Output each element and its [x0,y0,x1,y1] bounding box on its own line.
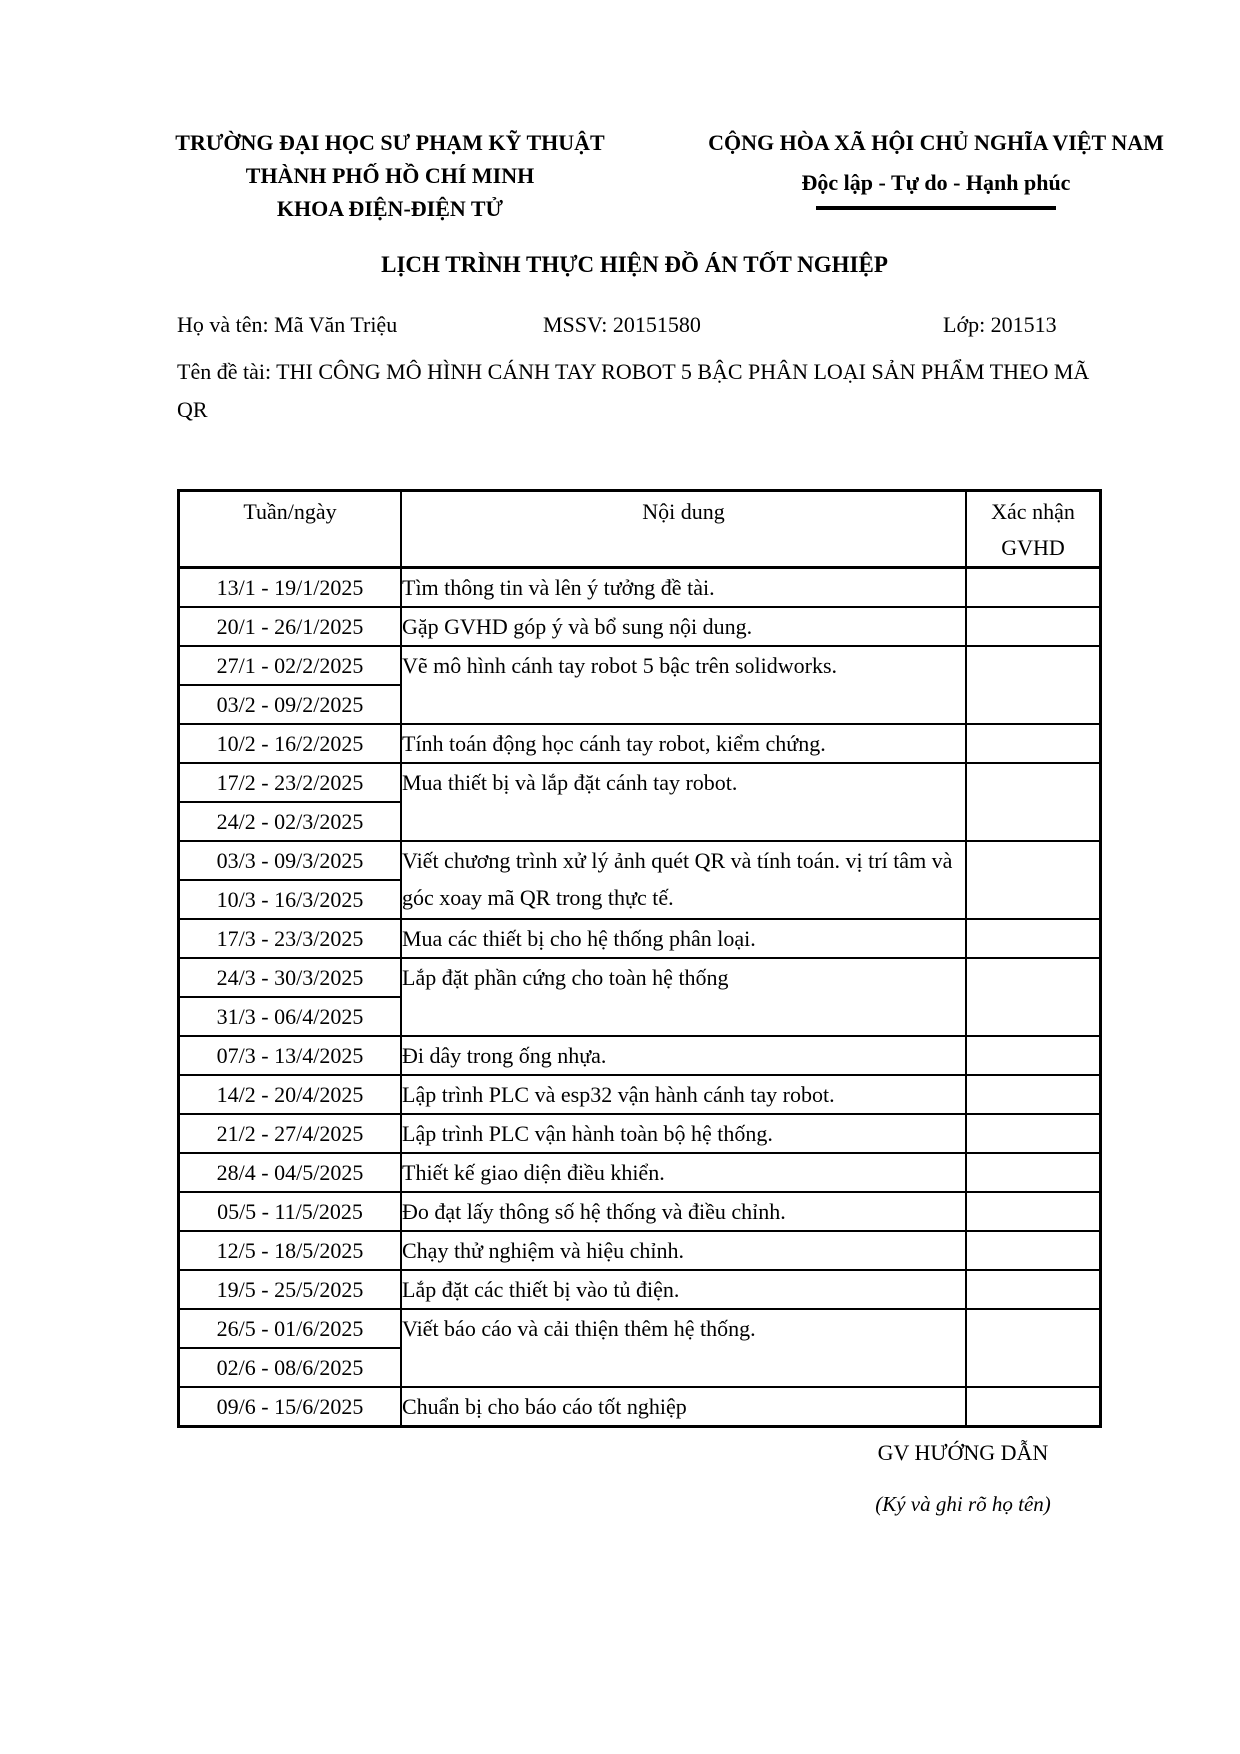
table-row [179,1270,1101,1309]
content-cell: Tính toán động học cánh tay robot, kiểm chứng. [401,724,966,763]
schedule-table [177,489,1102,1428]
content-cell: Mua các thiết bị cho hệ thống phân loại. [401,919,966,958]
table-row [179,958,1101,997]
week-cell: 10/2 - 16/2/2025 [179,724,402,763]
confirm-cell [966,1114,1101,1153]
republic-motto: Độc lập - Tự do - Hạnh phúc [801,170,1071,195]
week-cell: 10/3 - 16/3/2025 [179,880,402,919]
table-row [179,1387,1101,1427]
schedule-header [179,491,1101,568]
confirm-cell [966,1309,1101,1387]
week-cell: 27/1 - 02/2/2025 [179,646,402,685]
content-cell: Viết báo cáo và cải thiện thêm hệ thống. [401,1309,966,1387]
content-cell: Lập trình PLC vận hành toàn bộ hệ thống. [401,1114,966,1153]
motto-underline [816,206,1056,210]
thesis-topic: Tên đề tài: THI CÔNG MÔ HÌNH CÁNH TAY ROBOT 5 BẬC PHÂN LOẠI SẢN PHẨM THEO MÃ QR [177,359,1090,422]
confirm-cell [966,724,1101,763]
student-name: Họ và tên: Mã Văn Triệu [177,312,398,337]
header-week: Tuần/ngày [179,491,402,568]
confirm-cell [966,1231,1101,1270]
week-cell: 24/2 - 02/3/2025 [179,802,402,841]
signature-block [813,1440,1113,1517]
student-id: MSSV: 20151580 [543,312,701,337]
content-cell: Lắp đặt phần cứng cho toàn hệ thống [401,958,966,1036]
table-row [179,1036,1101,1075]
confirm-cell [966,763,1101,841]
week-cell: 07/3 - 13/4/2025 [179,1036,402,1075]
week-cell: 31/3 - 06/4/2025 [179,997,402,1036]
week-cell: 17/2 - 23/2/2025 [179,763,402,802]
content-cell: Chạy thử nghiệm và hiệu chỉnh. [401,1231,966,1270]
page-title: LỊCH TRÌNH THỰC HIỆN ĐỒ ÁN TỐT NGHIỆP [381,252,888,277]
table-row [179,1309,1101,1348]
table-row [179,919,1101,958]
header-content: Nội dung [401,491,966,568]
content-cell: Lắp đặt các thiết bị vào tủ điện. [401,1270,966,1309]
week-cell: 13/1 - 19/1/2025 [179,568,402,608]
faculty-name: KHOA ĐIỆN-ĐIỆN TỬ [276,196,504,221]
confirm-cell [966,919,1101,958]
week-cell: 03/2 - 09/2/2025 [179,685,402,724]
table-row [179,1231,1101,1270]
confirm-cell [966,1387,1101,1427]
confirm-cell [966,646,1101,724]
week-cell: 02/6 - 08/6/2025 [179,1348,402,1387]
supervisor-label: GV HƯỚNG DẪN [877,1440,1049,1465]
confirm-cell [966,958,1101,1036]
content-cell: Tìm thông tin và lên ý tưởng đề tài. [401,568,966,608]
table-row [179,1153,1101,1192]
schedule-body [179,568,1101,1427]
content-cell: Lập trình PLC và esp32 vận hành cánh tay robot. [401,1075,966,1114]
republic-title: CỘNG HÒA XÃ HỘI CHỦ NGHĨA VIỆT NAM [708,130,1164,155]
university-name: TRƯỜNG ĐẠI HỌC SƯ PHẠM KỸ THUẬT [175,130,605,155]
week-cell: 17/3 - 23/3/2025 [179,919,402,958]
week-cell: 21/2 - 27/4/2025 [179,1114,402,1153]
republic-block [680,126,1192,210]
week-cell: 28/4 - 04/5/2025 [179,1153,402,1192]
week-cell: 09/6 - 15/6/2025 [179,1387,402,1427]
week-cell: 26/5 - 01/6/2025 [179,1309,402,1348]
confirm-cell [966,841,1101,919]
week-cell: 03/3 - 09/3/2025 [179,841,402,880]
table-row [179,1114,1101,1153]
confirm-cell [966,1036,1101,1075]
week-cell: 19/5 - 25/5/2025 [179,1270,402,1309]
university-city: THÀNH PHỐ HỒ CHÍ MINH [245,163,535,188]
table-row [179,568,1101,608]
content-cell: Chuẩn bị cho báo cáo tốt nghiệp [401,1387,966,1427]
university-block [130,126,650,225]
table-row [179,841,1101,880]
week-cell: 14/2 - 20/4/2025 [179,1075,402,1114]
content-cell: Đi dây trong ống nhựa. [401,1036,966,1075]
content-cell: Viết chương trình xử lý ảnh quét QR và tính toán. vị trí tâm và góc xoay mã QR trong thực tế. [401,841,966,919]
header-confirm: Xác nhận GVHD [966,491,1101,568]
confirm-cell [966,1270,1101,1309]
student-class: Lớp: 201513 [943,312,1057,337]
sign-instruction: (Ký và ghi rõ họ tên) [875,1492,1051,1516]
table-row [179,763,1101,802]
week-cell: 20/1 - 26/1/2025 [179,607,402,646]
confirm-cell [966,1192,1101,1231]
table-row [179,1075,1101,1114]
content-cell: Đo đạt lấy thông số hệ thống và điều chỉnh. [401,1192,966,1231]
week-cell: 05/5 - 11/5/2025 [179,1192,402,1231]
week-cell: 24/3 - 30/3/2025 [179,958,402,997]
content-cell: Gặp GVHD góp ý và bổ sung nội dung. [401,607,966,646]
student-info-row [177,312,1092,342]
confirm-cell [966,1075,1101,1114]
table-row [179,607,1101,646]
table-row [179,724,1101,763]
week-cell: 12/5 - 18/5/2025 [179,1231,402,1270]
confirm-cell [966,1153,1101,1192]
confirm-cell [966,568,1101,608]
header-row [179,491,1101,568]
table-row [179,1192,1101,1231]
content-cell: Mua thiết bị và lắp đặt cánh tay robot. [401,763,966,841]
table-row [179,646,1101,685]
content-cell: Thiết kế giao diện điều khiển. [401,1153,966,1192]
content-cell: Vẽ mô hình cánh tay robot 5 bậc trên solidworks. [401,646,966,724]
confirm-cell [966,607,1101,646]
